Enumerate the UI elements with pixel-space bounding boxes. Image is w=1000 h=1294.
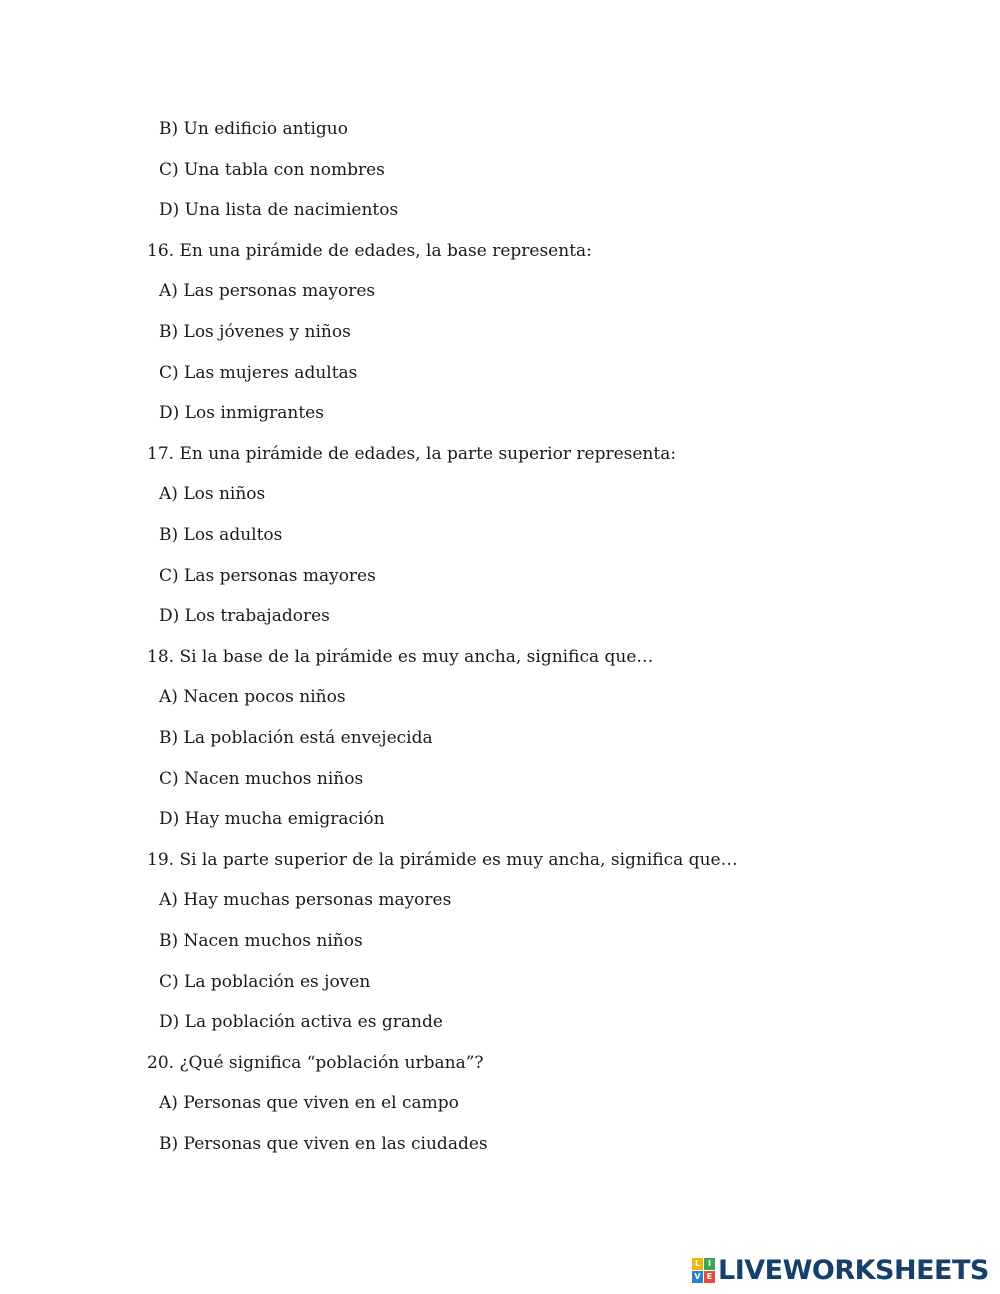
answer-option: B) Los adultos [159, 525, 283, 545]
answer-option: B) Nacen muchos niños [159, 931, 363, 951]
answer-option: D) Los trabajadores [159, 606, 330, 626]
answer-option: B) Un edificio antiguo [159, 119, 348, 139]
answer-option: D) Los inmigrantes [159, 403, 324, 423]
question-text: 17. En una pirámide de edades, la parte superior representa: [147, 444, 677, 464]
answer-option: D) Hay mucha emigración [159, 809, 385, 829]
question-text: 18. Si la base de la pirámide es muy ancha, significa que… [147, 647, 654, 667]
answer-option: C) Las mujeres adultas [159, 363, 358, 383]
answer-option: B) Personas que viven en las ciudades [159, 1134, 488, 1154]
answer-option: C) La población es joven [159, 972, 371, 992]
question-text: 16. En una pirámide de edades, la base representa: [147, 241, 592, 261]
brand-name: LIVEWORKSHEETS [718, 1254, 989, 1286]
answer-option: A) Nacen pocos niños [159, 687, 346, 707]
answer-option: C) Una tabla con nombres [159, 160, 385, 180]
liveworksheets-brand [692, 1253, 989, 1287]
answer-option: B) Los jóvenes y niños [159, 322, 351, 342]
answer-option: D) Una lista de nacimientos [159, 200, 399, 220]
answer-option: A) Hay muchas personas mayores [159, 890, 452, 910]
answer-option: C) Las personas mayores [159, 566, 376, 586]
answer-option: A) Personas que viven en el campo [159, 1093, 459, 1113]
answer-option: B) La población está envejecida [159, 728, 433, 748]
question-text: 20. ¿Qué significa “población urbana”? [147, 1053, 484, 1073]
answer-option: C) Nacen muchos niños [159, 769, 364, 789]
liveworksheets-logo-icon: L I V E [692, 1258, 714, 1282]
answer-option: A) Los niños [159, 484, 266, 504]
answer-option: A) Las personas mayores [159, 281, 376, 301]
question-text: 19. Si la parte superior de la pirámide es muy ancha, significa que… [147, 850, 738, 870]
answer-option: D) La población activa es grande [159, 1012, 443, 1032]
